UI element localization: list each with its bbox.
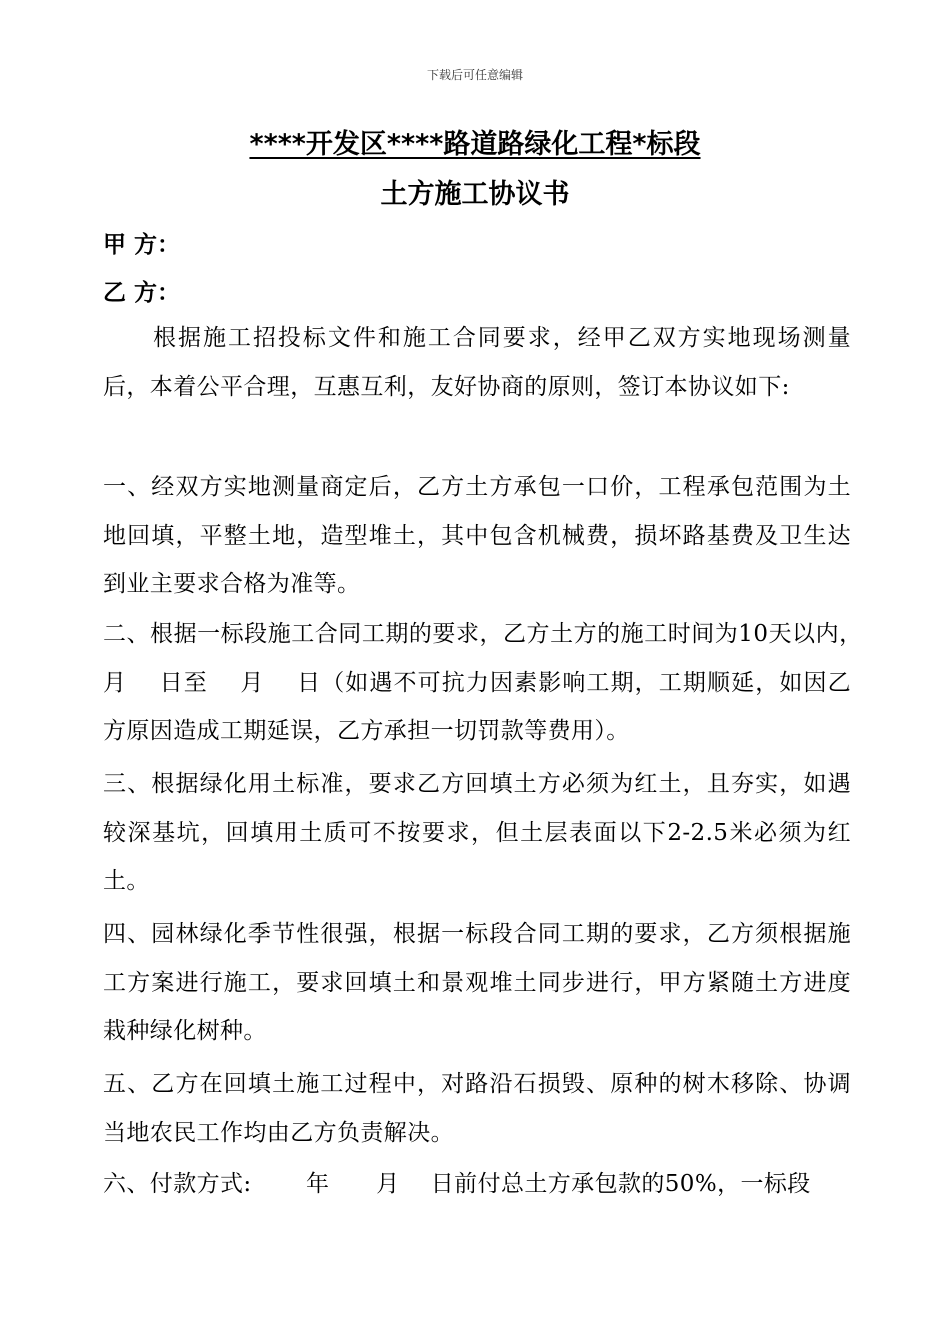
clause-6: 六、付款方式: 年 月 日前付总土方承包款的50%，一标段: [103, 1171, 811, 1197]
document-title: ****开发区****路道路绿化工程*标段: [249, 129, 701, 160]
clause-1: 一、经双方实地测量商定后，乙方土方承包一口价，工程承包范围为土地回填，平整土地，造型堆土，其中包含机械费，损坏路基费及卫生达到业主要求合格为准等。: [103, 474, 851, 597]
document-subtitle: 土方施工协议书: [380, 179, 570, 210]
clause-2: 二、根据一标段施工合同工期的要求，乙方土方的施工时间为10天以内， 月 日至 月 日（如遇不可抗力因素影响工期，工期顺延，如因乙方原因造成工期延误，乙方承担一切罚款等费用）。: [103, 621, 883, 744]
intro-paragraph: 根据施工招投标文件和施工合同要求，经甲乙双方实地现场测量后，本着公平合理，互惠互利，友好协商的原则，签订本协议如下:: [103, 325, 851, 400]
clause-3: 三、根据绿化用土标准，要求乙方回填土方必须为红土，且夯实，如遇较深基坑，回填用土质可不按要求，但土层表面以下2-2.5米必须为红土。: [103, 771, 851, 894]
clause-4: 四、园林绿化季节性很强，根据一标段合同工期的要求，乙方须根据施工方案进行施工，要求回填土和景观堆土同步进行，甲方紧随土方进度栽种绿化树种。: [103, 921, 851, 1044]
party-a-label: 甲 方：: [103, 232, 181, 258]
clause-5: 五、乙方在回填土施工过程中，对路沿石损毁、原种的树木移除、协调当地农民工作均由乙方负责解决。: [103, 1071, 851, 1146]
party-b-label: 乙 方：: [103, 280, 181, 306]
header-note: 下载后可任意编辑: [426, 68, 523, 82]
